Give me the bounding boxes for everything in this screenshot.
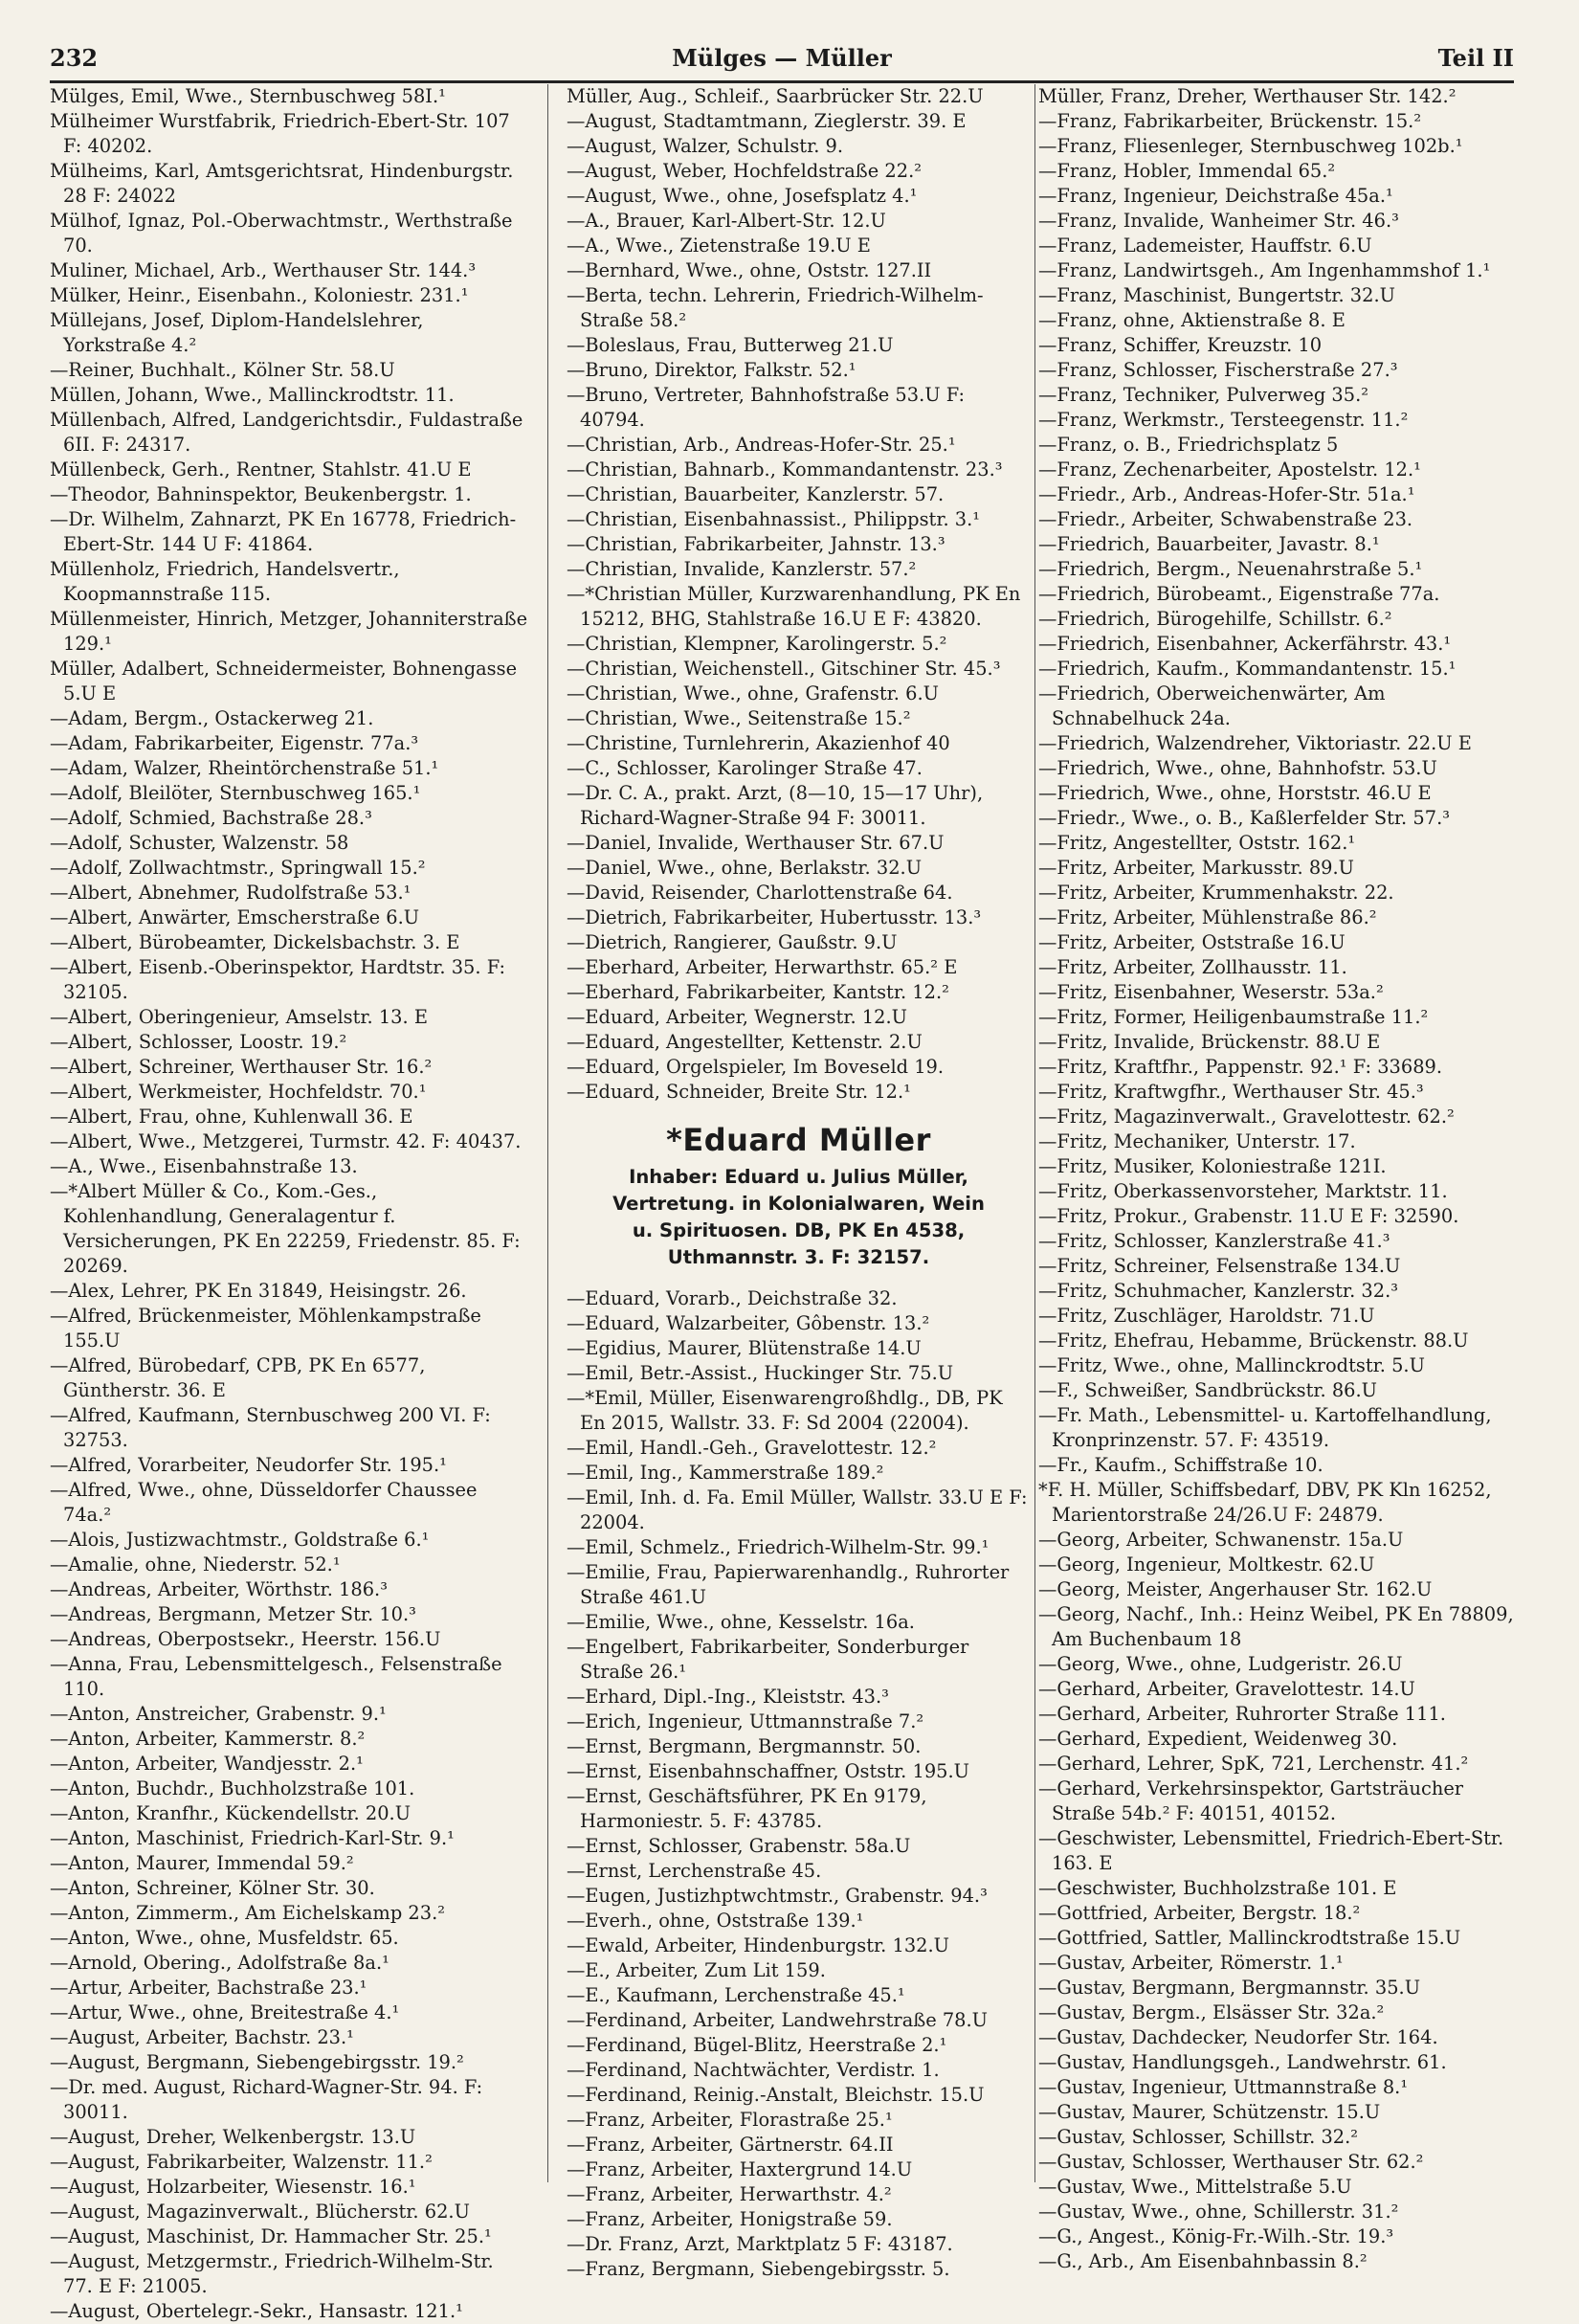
directory-entry: —Franz, Ingenieur, Deichstraße 45a.¹ <box>1038 185 1393 207</box>
directory-entry: —Fritz, Arbeiter, Oststraße 16.U <box>1038 931 1345 953</box>
right-column <box>1038 84 1514 2272</box>
directory-entry: —Adolf, Zollwachtmstr., Springwall 15.² <box>50 857 426 879</box>
page-number: 232 <box>50 44 99 72</box>
directory-entry: —Geschwister, Lebensmittel, Friedrich-Ebert-Str. 163. E <box>1038 1827 1504 1874</box>
directory-entry: —Anton, Schreiner, Kölner Str. 30. <box>50 1877 375 1899</box>
directory-entry: —Albert, Anwärter, Emscherstraße 6.U <box>50 906 420 928</box>
directory-entry: —Gustav, Wwe., ohne, Schillerstr. 31.² <box>1038 2201 1399 2223</box>
directory-entry: —Ferdinand, Bügel-Blitz, Heerstraße 2.¹ <box>567 2034 947 2056</box>
directory-entry: —Egidius, Maurer, Blütenstraße 14.U <box>567 1337 922 1359</box>
directory-entry: —August, Metzgermstr., Friedrich-Wilhelm-Str. 77. E F: 21005. <box>50 2250 494 2297</box>
directory-entry: —Christian, Bauarbeiter, Kanzlerstr. 57. <box>567 483 945 505</box>
directory-entry: —A., Wwe., Eisenbahnstraße 13. <box>50 1155 358 1177</box>
directory-entry: —Franz, o. B., Friedrichsplatz 5 <box>1038 434 1339 456</box>
directory-entry: —Franz, Arbeiter, Haxtergrund 14.U <box>567 2158 913 2180</box>
directory-entry: —Andreas, Oberpostsekr., Heerstr. 156.U <box>50 1628 441 1650</box>
directory-entry: —August, Fabrikarbeiter, Walzenstr. 11.² <box>50 2151 433 2173</box>
directory-entry: —Anton, Maurer, Immendal 59.² <box>50 1852 354 1874</box>
directory-entry: —Artur, Arbeiter, Bachstraße 23.¹ <box>50 1977 367 1999</box>
directory-entry: —Emil, Handl.-Geh., Gravelottestr. 12.² <box>567 1437 937 1459</box>
directory-entry: —E., Arbeiter, Zum Lit 159. <box>567 1959 826 1981</box>
directory-entry: —Fritz, Prokur., Grabenstr. 11.U E F: 32590. <box>1038 1205 1459 1227</box>
directory-entry: —Christian, Fabrikarbeiter, Jahnstr. 13.³ <box>567 533 945 555</box>
directory-entry: —Engelbert, Fabrikarbeiter, Sonderburger Straße 26.¹ <box>567 1636 969 1683</box>
directory-entry: —Eberhard, Fabrikarbeiter, Kantstr. 12.² <box>567 981 949 1003</box>
directory-entry: —Friedrich, Bürogehilfe, Schillstr. 6.² <box>1038 608 1392 630</box>
directory-entry: —Eduard, Angestellter, Kettenstr. 2.U <box>567 1031 923 1053</box>
directory-entry: —Alfred, Brückenmeister, Möhlenkampstraße 155.U <box>50 1305 481 1352</box>
directory-entry: —Albert, Abnehmer, Rudolfstraße 53.¹ <box>50 882 411 904</box>
directory-entry: —August, Walzer, Schulstr. 9. <box>567 135 844 157</box>
directory-entry: Müllejans, Josef, Diplom-Handelslehrer, Yorkstraße 4.² <box>50 309 424 356</box>
directory-entry: —Christian, Eisenbahnassist., Philippstr. 3.¹ <box>567 508 981 530</box>
directory-entry: —Fritz, Invalide, Brückenstr. 88.U E <box>1038 1031 1381 1053</box>
directory-entry: —Fritz, Oberkassenvorsteher, Marktstr. 11. <box>1038 1180 1448 1202</box>
directory-entry: —Gustav, Maurer, Schützenstr. 15.U <box>1038 2101 1381 2123</box>
directory-entry: —Fritz, Wwe., ohne, Mallinckrodtstr. 5.U <box>1038 1354 1425 1376</box>
directory-entry: —Anton, Kranfhr., Kückendellstr. 20.U <box>50 1802 411 1824</box>
directory-entry: —Gerhard, Lehrer, SpK, 721, Lerchenstr. 41.² <box>1038 1753 1469 1775</box>
directory-entry: —Christine, Turnlehrerin, Akazienhof 40 <box>567 732 950 754</box>
directory-entry: —Eberhard, Arbeiter, Herwarthstr. 65.² E <box>567 956 958 978</box>
directory-entry: —August, Bergmann, Siebengebirgsstr. 19.² <box>50 2051 464 2073</box>
directory-entry: —Eduard, Arbeiter, Wegnerstr. 12.U <box>567 1006 907 1028</box>
directory-entry: —Fr., Kaufm., Schiffstraße 10. <box>1038 1454 1323 1476</box>
directory-entry: —Fritz, Zuschläger, Haroldstr. 71.U <box>1038 1305 1375 1327</box>
directory-entry: —Anna, Frau, Lebensmittelgesch., Felsenstraße 110. <box>50 1653 502 1700</box>
directory-entry: —Georg, Ingenieur, Moltkestr. 62.U <box>1038 1553 1375 1575</box>
directory-entry: —Adam, Bergm., Ostackerweg 21. <box>50 707 374 729</box>
directory-entry: —*Christian Müller, Kurzwarenhandlung, PK En 15212, BHG, Stahlstraße 16.U E F: 43820. <box>567 583 1021 630</box>
directory-entry: —Fr. Math., Lebensmittel- u. Kartoffelhandlung, Kronprinzenstr. 57. F: 43519. <box>1038 1404 1492 1451</box>
directory-entry: —Ferdinand, Nachtwächter, Verdistr. 1. <box>567 2059 940 2081</box>
directory-entry: Mülker, Heinr., Eisenbahn., Koloniestr. 231.¹ <box>50 284 469 306</box>
directory-entry: —Eduard, Schneider, Breite Str. 12.¹ <box>567 1081 911 1103</box>
directory-entry: —Fritz, Schuhmacher, Kanzlerstr. 32.³ <box>1038 1280 1399 1302</box>
directory-entry: —Franz, Arbeiter, Florastraße 25.¹ <box>567 2109 893 2131</box>
directory-entry: —Daniel, Wwe., ohne, Berlakstr. 32.U <box>567 857 923 879</box>
directory-entry: —Gustav, Bergmann, Bergmannstr. 35.U <box>1038 1977 1421 1999</box>
directory-entry: —Dr. Franz, Arzt, Marktplatz 5 F: 43187. <box>567 2233 953 2255</box>
directory-entry: —Anton, Arbeiter, Wandjesstr. 2.¹ <box>50 1753 364 1775</box>
directory-entry: Müller, Adalbert, Schneidermeister, Bohnengasse 5.U E <box>50 658 518 704</box>
directory-entry: Müllenbeck, Gerh., Rentner, Stahlstr. 41.U E <box>50 458 472 480</box>
directory-entry: —Andreas, Bergmann, Metzer Str. 10.³ <box>50 1603 416 1625</box>
directory-entry: Muliner, Michael, Arb., Werthauser Str. 144.³ <box>50 259 477 281</box>
directory-entry: —Dr. Wilhelm, Zahnarzt, PK En 16778, Friedrich-Ebert-Str. 144 U F: 41864. <box>50 508 517 555</box>
directory-entry: —Fritz, Ehefrau, Hebamme, Brückenstr. 88.U <box>1038 1330 1469 1352</box>
directory-entry: —Friedr., Arbeiter, Schwabenstraße 23. <box>1038 508 1413 530</box>
directory-entry: —August, Stadtamtmann, Zieglerstr. 39. E <box>567 110 967 132</box>
directory-entry: —Theodor, Bahninspektor, Beukenbergstr. 1. <box>50 483 472 505</box>
directory-entry: —Adolf, Schmied, Bachstraße 28.³ <box>50 807 372 829</box>
ad-line: Uthmannstr. 3. F: 32157. <box>667 1246 930 1268</box>
directory-entry: —Dr. C. A., prakt. Arzt, (8—10, 15—17 Uhr), Richard-Wagner-Straße 94 F: 30011. <box>567 782 984 829</box>
directory-entry: —Reiner, Buchhalt., Kölner Str. 58.U <box>50 359 395 381</box>
directory-entry: —August, Weber, Hochfeldstraße 22.² <box>567 160 923 182</box>
directory-entry: —Emilie, Frau, Papierwarenhandlg., Ruhrorter Straße 461.U <box>567 1561 1010 1608</box>
directory-entry: —Friedrich, Kaufm., Kommandantenstr. 15.¹ <box>1038 658 1457 680</box>
directory-entry: —Bruno, Direktor, Falkstr. 52.¹ <box>567 359 856 381</box>
directory-entry: —Anton, Wwe., ohne, Musfeldstr. 65. <box>50 1927 399 1949</box>
directory-entry: —Ernst, Geschäftsführer, PK En 9179, Harmoniestr. 5. F: 43785. <box>567 1785 927 1832</box>
directory-entry: —Franz, Fliesenleger, Sternbuschweg 102b.¹ <box>1038 135 1463 157</box>
directory-entry: —Ferdinand, Arbeiter, Landwehrstraße 78.U <box>567 2009 989 2031</box>
middle-entries-top <box>567 84 1031 1105</box>
directory-entry: —Georg, Wwe., ohne, Ludgeristr. 26.U <box>1038 1653 1403 1675</box>
ad-line: Vertretung. in Kolonialwaren, Wein <box>612 1193 985 1215</box>
directory-entry: —Adolf, Bleilöter, Sternbuschweg 165.¹ <box>50 782 421 804</box>
directory-entry: —Gerhard, Verkehrsinspektor, Gartsträucher Straße 54b.² F: 40151, 40152. <box>1038 1777 1464 1824</box>
directory-entry: —Emilie, Wwe., ohne, Kesselstr. 16a. <box>567 1611 915 1633</box>
directory-entry: —Albert, Schlosser, Loostr. 19.² <box>50 1031 347 1053</box>
directory-entry: —Alex, Lehrer, PK En 31849, Heisingstr. 26. <box>50 1280 467 1302</box>
directory-entry: Mülhof, Ignaz, Pol.-Oberwachtmstr., Werthstraße 70. <box>50 210 513 257</box>
directory-entry: —E., Kaufmann, Lerchenstraße 45.¹ <box>567 1984 905 2006</box>
directory-entry: —August, Holzarbeiter, Wiesenstr. 16.¹ <box>50 2176 416 2198</box>
directory-entry: —Adam, Walzer, Rheintörchenstraße 51.¹ <box>50 757 439 779</box>
directory-entry: —Fritz, Kraftwgfhr., Werthauser Str. 45.³ <box>1038 1081 1424 1103</box>
directory-entry: —Franz, Arbeiter, Herwarthstr. 4.² <box>567 2183 892 2205</box>
directory-entry: Mülheimer Wurstfabrik, Friedrich-Ebert-Str. 107 F: 40202. <box>50 110 510 157</box>
directory-entry: —Eduard, Walzarbeiter, Gôbenstr. 13.² <box>567 1312 930 1334</box>
directory-entry: —A., Brauer, Karl-Albert-Str. 12.U <box>567 210 886 232</box>
directory-entry: —Gottfried, Sattler, Mallinckrodtstraße 15.U <box>1038 1927 1461 1949</box>
directory-entry: —Albert, Eisenb.-Oberinspektor, Hardtstr. 35. F: 32105. <box>50 956 505 1003</box>
directory-entry: Mülheims, Karl, Amtsgerichtsrat, Hindenburgstr. 28 F: 24022 <box>50 160 514 207</box>
directory-entry: —Ernst, Bergmann, Bergmannstr. 50. <box>567 1735 922 1757</box>
directory-entry: —Bruno, Vertreter, Bahnhofstraße 53.U F: 40794. <box>567 384 966 431</box>
directory-entry: —Friedrich, Wwe., ohne, Bahnhofstr. 53.U <box>1038 757 1437 779</box>
directory-entry: —August, Arbeiter, Bachstr. 23.¹ <box>50 2026 354 2048</box>
directory-entry: —Franz, Bergmann, Siebengebirgsstr. 5. <box>567 2258 950 2280</box>
ad-body <box>567 1164 1031 1271</box>
directory-entry: —Eugen, Justizhptwchtmstr., Grabenstr. 94.³ <box>567 1885 988 1907</box>
directory-entry: —Franz, Hobler, Immendal 65.² <box>1038 160 1336 182</box>
directory-entry: —Alfred, Kaufmann, Sternbuschweg 200 VI. F: 32753. <box>50 1404 491 1451</box>
directory-entry: —Alfred, Vorarbeiter, Neudorfer Str. 195.¹ <box>50 1454 447 1476</box>
running-title: Mülges — Müller <box>672 44 892 72</box>
directory-entry: —Amalie, ohne, Niederstr. 52.¹ <box>50 1553 341 1575</box>
directory-entry: —Fritz, Arbeiter, Mühlenstraße 86.² <box>1038 906 1377 928</box>
directory-entry: —Friedrich, Eisenbahner, Ackerfährstr. 43.¹ <box>1038 633 1452 655</box>
column-divider <box>547 84 548 2182</box>
ad-line: Inhaber: Eduard u. Julius Müller, <box>629 1166 968 1188</box>
directory-entry: —Alfred, Wwe., ohne, Düsseldorfer Chaussee 74a.² <box>50 1479 478 1526</box>
directory-entry: Müller, Franz, Dreher, Werthauser Str. 142.² <box>1038 85 1457 107</box>
directory-entry: —Franz, Zechenarbeiter, Apostelstr. 12.¹ <box>1038 458 1421 480</box>
directory-entry: —Friedr., Wwe., o. B., Kaßlerfelder Str. 57.³ <box>1038 807 1451 829</box>
directory-entry: —Christian, Klempner, Karolingerstr. 5.² <box>567 633 947 655</box>
directory-entry: —Anton, Arbeiter, Kammerstr. 8.² <box>50 1728 366 1750</box>
directory-entry: —August, Obertelegr.-Sekr., Hansastr. 121.¹ <box>50 2300 463 2322</box>
directory-entry: —Ernst, Lerchenstraße 45. <box>567 1860 822 1882</box>
directory-entry: —Franz, Arbeiter, Gärtnerstr. 64.II <box>567 2134 894 2156</box>
directory-entry: —Dietrich, Rangierer, Gaußstr. 9.U <box>567 931 898 953</box>
directory-entry: —Albert, Bürobeamter, Dickelsbachstr. 3. E <box>50 931 460 953</box>
directory-entry: —Albert, Oberingenieur, Amselstr. 13. E <box>50 1006 429 1028</box>
directory-entry: —Friedrich, Bergm., Neuenahrstraße 5.¹ <box>1038 558 1423 580</box>
directory-entry: —Emil, Ing., Kammerstraße 189.² <box>567 1462 884 1484</box>
directory-entry: —Fritz, Musiker, Koloniestraße 121I. <box>1038 1155 1387 1177</box>
directory-entry: —C., Schlosser, Karolinger Straße 47. <box>567 757 923 779</box>
directory-entry: —Anton, Buchdr., Buchholzstraße 101. <box>50 1777 415 1799</box>
directory-entry: —Fritz, Arbeiter, Krummenhakstr. 22. <box>1038 882 1394 904</box>
directory-entry: Mülges, Emil, Wwe., Sternbuschweg 58I.¹ <box>50 85 446 107</box>
directory-entry: —Albert, Frau, ohne, Kuhlenwall 36. E <box>50 1106 413 1128</box>
directory-entry: —Gerhard, Expedient, Weidenweg 30. <box>1038 1728 1398 1750</box>
middle-entries-bottom <box>567 1286 1031 2282</box>
page-header <box>50 36 1514 83</box>
directory-entry: —Emil, Inh. d. Fa. Emil Müller, Wallstr. 33.U E F: 22004. <box>567 1486 1028 1533</box>
directory-entry: —Berta, techn. Lehrerin, Friedrich-Wilhelm-Straße 58.² <box>567 284 984 331</box>
directory-entry: —Anton, Anstreicher, Grabenstr. 9.¹ <box>50 1703 387 1725</box>
directory-entry: —Anton, Maschinist, Friedrich-Karl-Str. 9.¹ <box>50 1827 455 1849</box>
directory-entry: —Erich, Ingenieur, Uttmannstraße 7.² <box>567 1710 924 1732</box>
directory-entry: —G., Arb., Am Eisenbahnbassin 8.² <box>1038 2250 1368 2272</box>
directory-entry: —Franz, Schiffer, Kreuzstr. 10 <box>1038 334 1323 356</box>
directory-entry: —Eduard, Orgelspieler, Im Boveseld 19. <box>567 1056 945 1078</box>
directory-entry: —Alfred, Bürobedarf, CPB, PK En 6577, Güntherstr. 36. E <box>50 1354 426 1401</box>
directory-entry: —Friedrich, Walzendreher, Viktoriastr. 22.U E <box>1038 732 1472 754</box>
part-label: Teil II <box>1437 44 1514 72</box>
directory-entry: Müllenholz, Friedrich, Handelsvertr., Koopmannstraße 115. <box>50 558 400 605</box>
directory-entry: —Emil, Schmelz., Friedrich-Wilhelm-Str. 99.¹ <box>567 1536 990 1558</box>
directory-entry: —Gustav, Arbeiter, Römerstr. 1.¹ <box>1038 1952 1344 1974</box>
directory-entry: —David, Reisender, Charlottenstraße 64. <box>567 882 953 904</box>
directory-entry: —Gustav, Dachdecker, Neudorfer Str. 164. <box>1038 2026 1438 2048</box>
directory-entry: —Friedr., Arb., Andreas-Hofer-Str. 51a.¹ <box>1038 483 1415 505</box>
directory-entry: —Christian, Arb., Andreas-Hofer-Str. 25.¹ <box>567 434 956 456</box>
directory-entry: —Franz, ohne, Aktienstraße 8. E <box>1038 309 1345 331</box>
directory-entry: —Dietrich, Fabrikarbeiter, Hubertusstr. 13.³ <box>567 906 982 928</box>
directory-entry: —Franz, Werkmstr., Tersteegenstr. 11.² <box>1038 409 1409 431</box>
directory-entry: —Franz, Maschinist, Bungertstr. 32.U <box>1038 284 1395 306</box>
directory-entry: —Friedrich, Wwe., ohne, Horststr. 46.U E <box>1038 782 1432 804</box>
directory-entry: —Bernhard, Wwe., ohne, Oststr. 127.II <box>567 259 932 281</box>
directory-entry: —Adam, Fabrikarbeiter, Eigenstr. 77a.³ <box>50 732 419 754</box>
directory-entry: —August, Dreher, Welkenbergstr. 13.U <box>50 2126 416 2148</box>
directory-entry: —Ernst, Schlosser, Grabenstr. 58a.U <box>567 1835 911 1857</box>
directory-entry: —Arnold, Obering., Adolfstraße 8a.¹ <box>50 1952 389 1974</box>
directory-entry: —Artur, Wwe., ohne, Breitestraße 4.¹ <box>50 2001 400 2023</box>
directory-entry: —Gustav, Bergm., Elsässer Str. 32a.² <box>1038 2001 1385 2023</box>
directory-entry: —Adolf, Schuster, Walzenstr. 58 <box>50 832 349 854</box>
directory-entry: —Fritz, Arbeiter, Zollhausstr. 11. <box>1038 956 1347 978</box>
ad-title: *Eduard Müller <box>666 1122 931 1158</box>
directory-entry: —Everh., ohne, Oststraße 139.¹ <box>567 1910 864 1932</box>
directory-entry: —Friedrich, Bauarbeiter, Javastr. 8.¹ <box>1038 533 1380 555</box>
directory-entry: —Daniel, Invalide, Werthauser Str. 67.U <box>567 832 945 854</box>
directory-entry: Müllen, Johann, Wwe., Mallinckrodtstr. 11. <box>50 384 455 406</box>
directory-entry: Müllenbach, Alfred, Landgerichtsdir., Fuldastraße 6II. F: 24317. <box>50 409 523 456</box>
directory-entry: —Ewald, Arbeiter, Hindenburgstr. 132.U <box>567 1934 950 1956</box>
directory-entry: —Gottfried, Arbeiter, Bergstr. 18.² <box>1038 1902 1361 1924</box>
directory-entry: —Christian, Wwe., ohne, Grafenstr. 6.U <box>567 682 939 704</box>
directory-entry: —Gustav, Schlosser, Werthauser Str. 62.² <box>1038 2151 1424 2173</box>
directory-entry: —G., Angest., König-Fr.-Wilh.-Str. 19.³ <box>1038 2225 1394 2247</box>
directory-entry: —Ernst, Eisenbahnschaffner, Oststr. 195.U <box>567 1760 970 1782</box>
directory-entry: —Georg, Meister, Angerhauser Str. 162.U <box>1038 1578 1433 1600</box>
directory-entry: —Georg, Arbeiter, Schwanenstr. 15a.U <box>1038 1529 1404 1551</box>
directory-entry: —Geschwister, Buchholzstraße 101. E <box>1038 1877 1397 1899</box>
directory-entry: —Boleslaus, Frau, Butterweg 21.U <box>567 334 894 356</box>
directory-entry: —Franz, Lademeister, Hauffstr. 6.U <box>1038 235 1372 257</box>
directory-entry: —*Emil, Müller, Eisenwarengroßhdlg., DB, PK En 2015, Wallstr. 33. F: Sd 2004 (22004). <box>567 1387 1003 1434</box>
directory-entry: —Friedrich, Oberweichenwärter, Am Schnabelhuck 24a. <box>1038 682 1386 729</box>
directory-entry: —Christian, Weichenstell., Gitschiner Str. 45.³ <box>567 658 1001 680</box>
directory-entry: —A., Wwe., Zietenstraße 19.U E <box>567 235 871 257</box>
directory-entry: —Christian, Bahnarb., Kommandantenstr. 23.³ <box>567 458 1003 480</box>
directory-entry: —Gustav, Wwe., Mittelstraße 5.U <box>1038 2176 1352 2198</box>
advertisement-box <box>567 1122 1031 1271</box>
directory-entry: —Franz, Arbeiter, Honigstraße 59. <box>567 2208 893 2230</box>
directory-entry: —Fritz, Former, Heiligenbaumstraße 11.² <box>1038 1006 1429 1028</box>
directory-entry: —Fritz, Mechaniker, Unterstr. 17. <box>1038 1130 1356 1152</box>
directory-entry: —Fritz, Arbeiter, Markusstr. 89.U <box>1038 857 1355 879</box>
directory-entry: —Dr. med. August, Richard-Wagner-Str. 94. F: 30011. <box>50 2076 483 2123</box>
directory-entry: —Fritz, Angestellter, Oststr. 162.¹ <box>1038 832 1356 854</box>
directory-entry: —Christian, Invalide, Kanzlerstr. 57.² <box>567 558 917 580</box>
directory-entry: —Fritz, Kraftfhr., Pappenstr. 92.¹ F: 33689. <box>1038 1056 1443 1078</box>
directory-entry: —Fritz, Eisenbahner, Weserstr. 53a.² <box>1038 981 1384 1003</box>
directory-entry: *F. H. Müller, Schiffsbedarf, DBV, PK Kln 16252, Marientorstraße 24/26.U F: 24879. <box>1038 1479 1492 1526</box>
directory-entry: —Franz, Schlosser, Fischerstraße 27.³ <box>1038 359 1398 381</box>
directory-entry: —Fritz, Schreiner, Felsenstraße 134.U <box>1038 1255 1401 1277</box>
directory-entry: —Andreas, Arbeiter, Wörthstr. 186.³ <box>50 1578 388 1600</box>
directory-entry: —Gustav, Schlosser, Schillstr. 32.² <box>1038 2126 1359 2148</box>
directory-entry: —Franz, Landwirtsgeh., Am Ingenhammshof 1.¹ <box>1038 259 1491 281</box>
directory-entry: —August, Maschinist, Dr. Hammacher Str. 25.¹ <box>50 2225 492 2247</box>
directory-entry: —Fritz, Schlosser, Kanzlerstraße 41.³ <box>1038 1230 1390 1252</box>
directory-entry: —Gerhard, Arbeiter, Ruhrorter Straße 111. <box>1038 1703 1446 1725</box>
directory-entry: Müller, Aug., Schleif., Saarbrücker Str. 22.U <box>567 85 984 107</box>
directory-entry: —Franz, Invalide, Wanheimer Str. 46.³ <box>1038 210 1399 232</box>
directory-entry: —Anton, Zimmerm., Am Eichelskamp 23.² <box>50 1902 446 1924</box>
directory-entry: —Emil, Betr.-Assist., Huckinger Str. 75.U <box>567 1362 954 1384</box>
directory-entry: —Franz, Fabrikarbeiter, Brückenstr. 15.² <box>1038 110 1422 132</box>
directory-entry: —Ferdinand, Reinig.-Anstalt, Bleichstr. 15.U <box>567 2084 985 2106</box>
directory-entry: —August, Wwe., ohne, Josefsplatz 4.¹ <box>567 185 918 207</box>
directory-entry: —August, Magazinverwalt., Blücherstr. 62.U <box>50 2201 470 2223</box>
directory-entry: —Fritz, Magazinverwalt., Gravelottestr. 62.² <box>1038 1106 1455 1128</box>
directory-entry: —Albert, Werkmeister, Hochfeldstr. 70.¹ <box>50 1081 427 1103</box>
directory-entry: —Albert, Wwe., Metzgerei, Turmstr. 42. F: 40437. <box>50 1130 522 1152</box>
directory-entry: —Christian, Wwe., Seitenstraße 15.² <box>567 707 911 729</box>
directory-entry: —Albert, Schreiner, Werthauser Str. 16.² <box>50 1056 433 1078</box>
ad-line: u. Spirituosen. DB, PK En 4538, <box>632 1219 966 1241</box>
directory-entry: —Gustav, Ingenieur, Uttmannstraße 8.¹ <box>1038 2076 1409 2098</box>
directory-entry: —Franz, Techniker, Pulverweg 35.² <box>1038 384 1369 406</box>
directory-entry: —Gerhard, Arbeiter, Gravelottestr. 14.U <box>1038 1678 1415 1700</box>
column-divider <box>1034 84 1035 2182</box>
directory-entry: —Eduard, Vorarb., Deichstraße 32. <box>567 1287 898 1309</box>
left-column <box>50 84 528 2322</box>
directory-entry: —F., Schweißer, Sandbrückstr. 86.U <box>1038 1379 1378 1401</box>
directory-entry: —Friedrich, Bürobeamt., Eigenstraße 77a. <box>1038 583 1440 605</box>
directory-entry: —Georg, Nachf., Inh.: Heinz Weibel, PK En 78809, Am Buchenbaum 18 <box>1038 1603 1514 1650</box>
directory-entry: —Gustav, Handlungsgeh., Landwehrstr. 61. <box>1038 2051 1447 2073</box>
directory-entry: —*Albert Müller & Co., Kom.-Ges., Kohlenhandlung, Generalagentur f. Versicherungen, PK En 22259, Friedenstr. 85. F: 20269. <box>50 1180 521 1277</box>
middle-column <box>567 84 1031 2280</box>
directory-entry: —Alois, Justizwachtmstr., Goldstraße 6.¹ <box>50 1529 430 1551</box>
directory-entry: Müllenmeister, Hinrich, Metzger, Johanniterstraße 129.¹ <box>50 608 528 655</box>
directory-entry: —Erhard, Dipl.-Ing., Kleiststr. 43.³ <box>567 1686 889 1708</box>
